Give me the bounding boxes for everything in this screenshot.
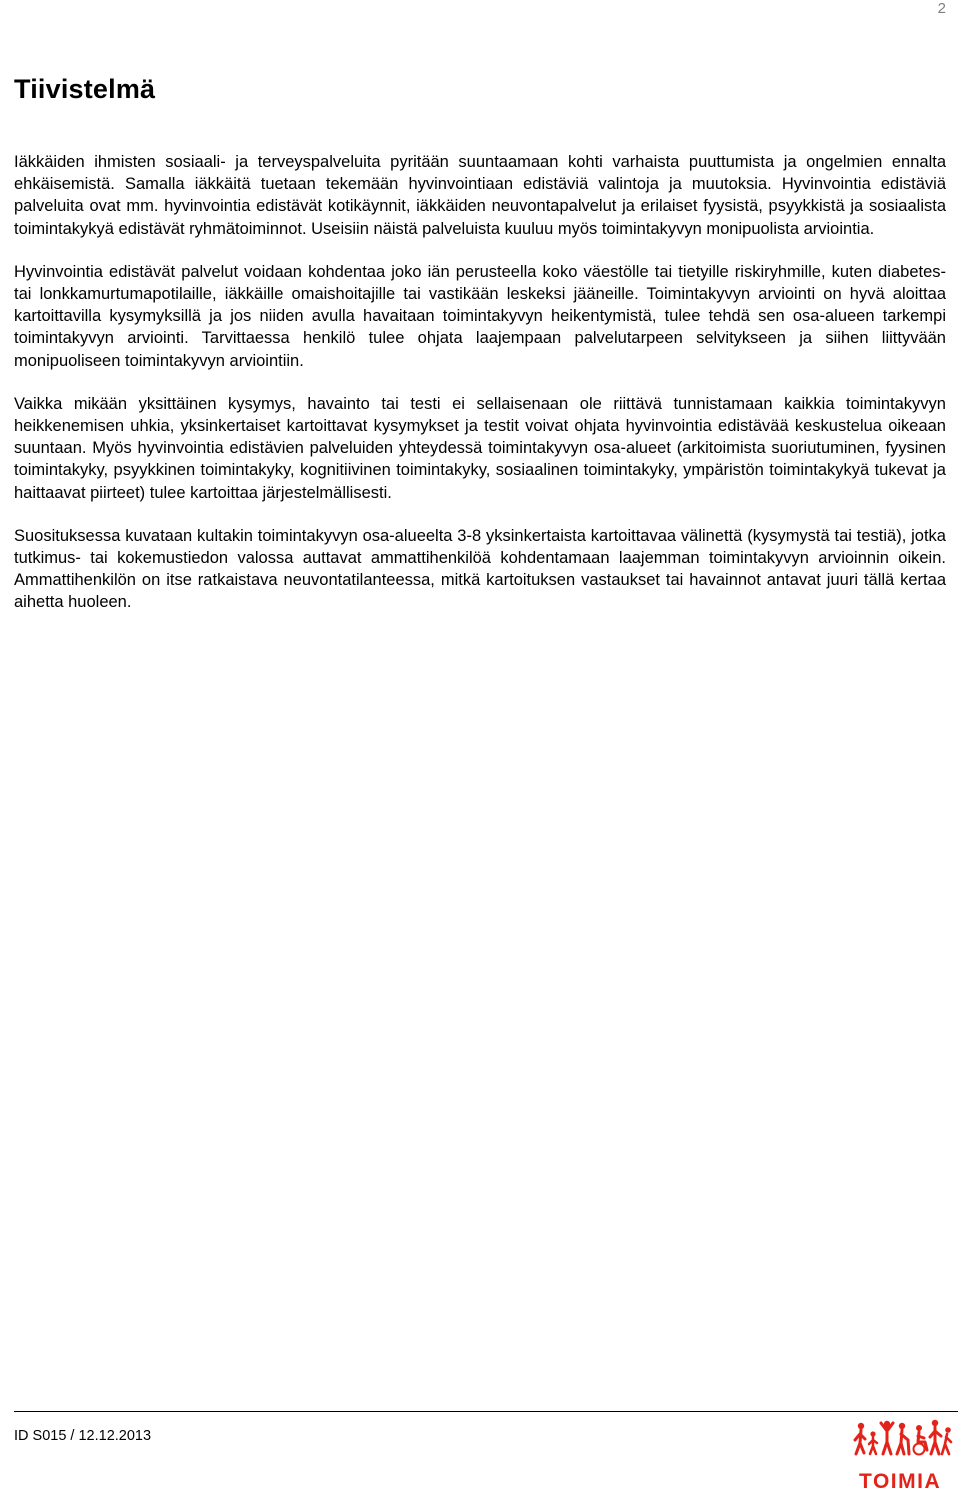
paragraph-3: Vaikka mikään yksittäinen kysymys, havainto tai testi ei sellaisenaan ole riittävä tunnistamaan kaikkia toimintakyvyn heikkenemisen uhkia, yksinkertaiset kartoittavat kysymykset ja testit voivat ohjata hyvinvointia edistävää keskustelua oikeaan suuntaan. Myös hyvinvointia edistävien palveluiden yhteydessä toimintakyvyn osa-alueet (arkitoimista suoriutuminen, fyysinen toimintakyky, psyykkinen toimintakyky, kognitiivinen toimintakyky, sosiaalinen toimintakyky, ympäristön toimintakykyä tukevat ja haittaavat piirteet) tulee kartoittaa järjestelmällisesti. [14,394,946,502]
paragraph-1: Iäkkäiden ihmisten sosiaali- ja terveyspalveluita pyritään suuntaamaan kohti varhaista puuttumista ja ongelmien ennalta ehkäisemistä. Samalla iäkkäitä tuetaan tekemään hyvinvointiaan edistäviä valintoja ja muutoksia. Hyvinvointia edistäviä palveluita ovat mm. hyvinvointia edistävät kotikäynnit, iäkkäiden neuvontapalvelut ja erilaiset fyysistä, psyykkistä ja sosiaalista toimintakykyä edistävät ryhmätoiminnot. Useisiin näistä palveluista kuuluu myös toimintakyvyn monipuolista arviointia. [14,153,946,238]
document-body [14,151,946,635]
paragraph-4: Suosituksessa kuvataan kultakin toimintakyvyn osa-alueelta 3-8 yksinkertaista kartoittavaa välinettä (kysymystä tai testiä), jotka tutkimus- tai kokemustiedon valossa auttavat ammattihenkilöä kohdentamaan laajemman toimintakyvyn arvioinnin oikein. Ammattihenkilön on itse ratkaistava neuvontatilanteessa, mitkä kartoituksen vastaukset tai havainnot antavat juuri tällä kertaa aihetta huoleen. [14,526,946,612]
people-figures-icon [853,1418,953,1466]
toimia-logo [853,1418,953,1500]
logo-wordmark: TOIMIA [859,1470,942,1493]
page-title: Tiivistelmä [14,74,156,104]
page-number: 2 [937,0,946,17]
paragraph-2: Hyvinvointia edistävät palvelut voidaan kohdentaa joko iän perusteella koko väestölle tai tietyille riskiryhmille, kuten diabetes- tai lonkkamurtumapotilaille, iäkkäille omaishoitajille tai vastikään leskeksi jääneille. Toimintakyvyn arviointi on hyvä aloittaa kartoittavilla kysymyksillä ja jos niiden avulla havaitaan toimintakyvyn heikentymistä, tulee tehdä sen osa-alueen tarkempi toimintakyvyn arviointi. Tarvittaessa henkilö tulee ohjata laajempaan palvelutarpeen selvitykseen ja siihen liittyvään monipuoliseen toimintakyvyn arviointiin. [14,262,946,370]
footer-divider [14,1411,958,1412]
footer-document-id: ID S015 / 12.12.2013 [14,1428,152,1444]
